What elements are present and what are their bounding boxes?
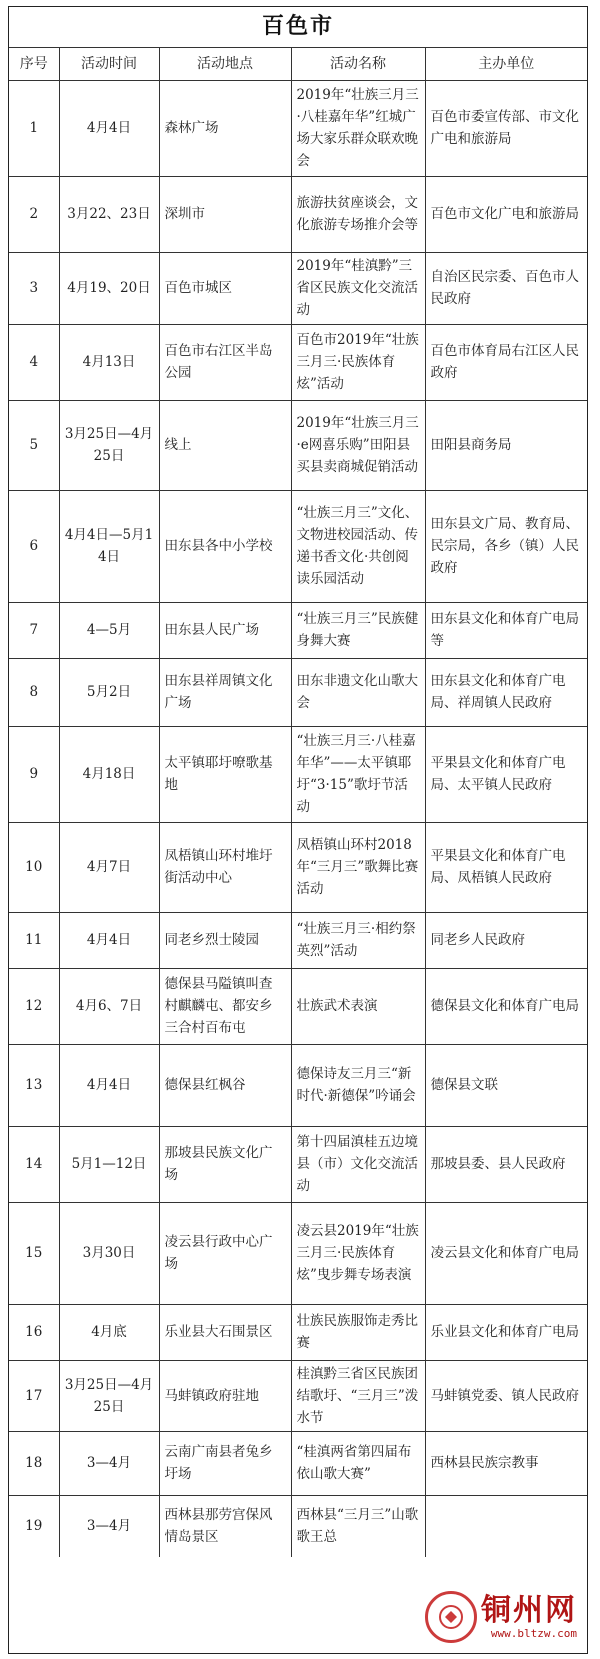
row-organizer: 平果县文化和体育广电局、太平镇人民政府: [425, 726, 587, 822]
header-name: 活动名称: [291, 48, 425, 80]
row-place: 百色市右江区半岛公园: [159, 324, 291, 400]
row-event-name: 德保诗友三月三“新时代·新德保”吟诵会: [291, 1044, 425, 1126]
table-row: [9, 1202, 587, 1304]
table-row: [9, 968, 587, 1044]
table-row: [9, 490, 587, 602]
row-organizer: 凌云县文化和体育广电局: [425, 1202, 587, 1304]
header-time: 活动时间: [59, 48, 159, 80]
row-index: 16: [9, 1304, 59, 1360]
row-event-name: “壮族三月三”文化、文物进校园活动、传递书香文化·共创阅读乐园活动: [291, 490, 425, 602]
row-index: 18: [9, 1431, 59, 1495]
row-event-name: 2019年“壮族三月三·e网喜乐购”田阳县买县卖商城促销活动: [291, 400, 425, 490]
row-place: 太平镇耶圩嘹歌基地: [159, 726, 291, 822]
events-table: [9, 48, 587, 1557]
header-place: 活动地点: [159, 48, 291, 80]
row-organizer: 自治区民宗委、百色市人民政府: [425, 252, 587, 324]
row-time: 4月4日: [59, 80, 159, 176]
table-row: [9, 726, 587, 822]
row-place: 森林广场: [159, 80, 291, 176]
row-event-name: 壮族民族服饰走秀比赛: [291, 1304, 425, 1360]
table-row: [9, 80, 587, 176]
row-time: 3月22、23日: [59, 176, 159, 252]
table-row: [9, 1360, 587, 1431]
row-index: 17: [9, 1360, 59, 1431]
row-organizer: 田阳县商务局: [425, 400, 587, 490]
row-organizer: 田东县文化和体育广电局、祥周镇人民政府: [425, 658, 587, 726]
row-organizer: 德保县文联: [425, 1044, 587, 1126]
row-index: 8: [9, 658, 59, 726]
row-time: 4月4日—5月14日: [59, 490, 159, 602]
table-row: [9, 1431, 587, 1495]
row-event-name: 桂滇黔三省区民族团结歌圩、“三月三”泼水节: [291, 1360, 425, 1431]
row-time: 3—4月: [59, 1431, 159, 1495]
table-row: [9, 1126, 587, 1202]
row-place: 百色市城区: [159, 252, 291, 324]
row-index: 10: [9, 822, 59, 912]
row-time: 3月25日—4月25日: [59, 1360, 159, 1431]
header-organizer: 主办单位: [425, 48, 587, 80]
row-index: 9: [9, 726, 59, 822]
row-time: 4月13日: [59, 324, 159, 400]
row-organizer: 百色市文化广电和旅游局: [425, 176, 587, 252]
row-index: 12: [9, 968, 59, 1044]
row-event-name: “壮族三月三·八桂嘉年华”——太平镇耶圩“3·15”歌圩节活动: [291, 726, 425, 822]
row-event-name: 壮族武术表演: [291, 968, 425, 1044]
row-index: 15: [9, 1202, 59, 1304]
row-event-name: 2019年“桂滇黔”三省区民族文化交流活动: [291, 252, 425, 324]
row-time: 5月1—12日: [59, 1126, 159, 1202]
row-event-name: 旅游扶贫座谈会，文化旅游专场推介会等: [291, 176, 425, 252]
row-index: 2: [9, 176, 59, 252]
row-index: 5: [9, 400, 59, 490]
row-time: 4月19、20日: [59, 252, 159, 324]
row-index: 13: [9, 1044, 59, 1126]
page-title: 百色市: [9, 7, 587, 48]
row-event-name: 凌云县2019年“壮族三月三·民族体育炫”曳步舞专场表演: [291, 1202, 425, 1304]
row-index: 19: [9, 1495, 59, 1557]
watermark-brand: 铜州网: [481, 1592, 577, 1628]
table-row: [9, 658, 587, 726]
table-row: [9, 912, 587, 968]
row-organizer: 乐业县文化和体育广电局: [425, 1304, 587, 1360]
row-time: 4月7日: [59, 822, 159, 912]
row-place: 乐业县大石围景区: [159, 1304, 291, 1360]
row-organizer: 同老乡人民政府: [425, 912, 587, 968]
table-row: [9, 1495, 587, 1557]
table-row: [9, 1304, 587, 1360]
row-index: 1: [9, 80, 59, 176]
row-event-name: 凤梧镇山环村2018年“三月三”歌舞比赛活动: [291, 822, 425, 912]
row-time: 4月18日: [59, 726, 159, 822]
row-place: 凤梧镇山环村堆圩街活动中心: [159, 822, 291, 912]
row-index: 14: [9, 1126, 59, 1202]
row-time: 4—5月: [59, 602, 159, 658]
table-row: [9, 602, 587, 658]
watermark-url: www.bltzw.com: [490, 1626, 577, 1640]
table-row: [9, 176, 587, 252]
row-organizer: 马蚌镇党委、镇人民政府: [425, 1360, 587, 1431]
row-index: 7: [9, 602, 59, 658]
row-time: 3月30日: [59, 1202, 159, 1304]
row-event-name: 第十四届滇桂五边境县（市）文化交流活动: [291, 1126, 425, 1202]
row-organizer: 田东县文化和体育广电局等: [425, 602, 587, 658]
row-organizer: 那坡县委、县人民政府: [425, 1126, 587, 1202]
row-index: 11: [9, 912, 59, 968]
row-place: 云南广南县者兔乡圩场: [159, 1431, 291, 1495]
seal-icon: [425, 1591, 477, 1643]
row-organizer: 田东县文广局、教育局、民宗局，各乡（镇）人民政府: [425, 490, 587, 602]
row-place: 马蚌镇政府驻地: [159, 1360, 291, 1431]
row-place: 凌云县行政中心广场: [159, 1202, 291, 1304]
row-time: 3月25日—4月25日: [59, 400, 159, 490]
row-event-name: “壮族三月三”民族健身舞大赛: [291, 602, 425, 658]
row-event-name: 百色市2019年“壮族三月三·民族体育炫”活动: [291, 324, 425, 400]
row-place: 田东县人民广场: [159, 602, 291, 658]
row-organizer: 百色市委宣传部、市文化广电和旅游局: [425, 80, 587, 176]
row-place: 德保县红枫谷: [159, 1044, 291, 1126]
row-time: 4月6、7日: [59, 968, 159, 1044]
row-organizer: 西林县民族宗教事: [425, 1431, 587, 1495]
row-time: 4月4日: [59, 912, 159, 968]
row-event-name: 西林县“三月三”山歌歌王总: [291, 1495, 425, 1557]
row-place: 深圳市: [159, 176, 291, 252]
row-time: 3—4月: [59, 1495, 159, 1557]
row-organizer: 平果县文化和体育广电局、凤梧镇人民政府: [425, 822, 587, 912]
row-event-name: 2019年“壮族三月三·八桂嘉年华”红城广场大家乐群众联欢晚会: [291, 80, 425, 176]
row-place: 西林县那劳宫保风情岛景区: [159, 1495, 291, 1557]
table-row: [9, 324, 587, 400]
row-place: 田东县祥周镇文化广场: [159, 658, 291, 726]
row-place: 线上: [159, 400, 291, 490]
table-row: [9, 400, 587, 490]
document-page: [8, 6, 588, 1654]
row-place: 田东县各中小学校: [159, 490, 291, 602]
row-index: 6: [9, 490, 59, 602]
row-place: 那坡县民族文化广场: [159, 1126, 291, 1202]
site-watermark: [425, 1591, 577, 1643]
row-event-name: 田东非遗文化山歌大会: [291, 658, 425, 726]
row-organizer: 德保县文化和体育广电局: [425, 968, 587, 1044]
row-place: 德保县马隘镇叫查村麒麟屯、都安乡三合村百布屯: [159, 968, 291, 1044]
header-index: 序号: [9, 48, 59, 80]
row-event-name: “桂滇两省第四届布依山歌大赛”: [291, 1431, 425, 1495]
row-time: 4月4日: [59, 1044, 159, 1126]
row-time: 4月底: [59, 1304, 159, 1360]
table-row: [9, 1044, 587, 1126]
table-header-row: [9, 48, 587, 80]
row-time: 5月2日: [59, 658, 159, 726]
row-organizer: [425, 1495, 587, 1557]
table-row: [9, 252, 587, 324]
row-place: 同老乡烈士陵园: [159, 912, 291, 968]
table-row: [9, 822, 587, 912]
row-event-name: “壮族三月三·相约祭英烈”活动: [291, 912, 425, 968]
row-index: 3: [9, 252, 59, 324]
row-index: 4: [9, 324, 59, 400]
row-organizer: 百色市体育局右江区人民政府: [425, 324, 587, 400]
